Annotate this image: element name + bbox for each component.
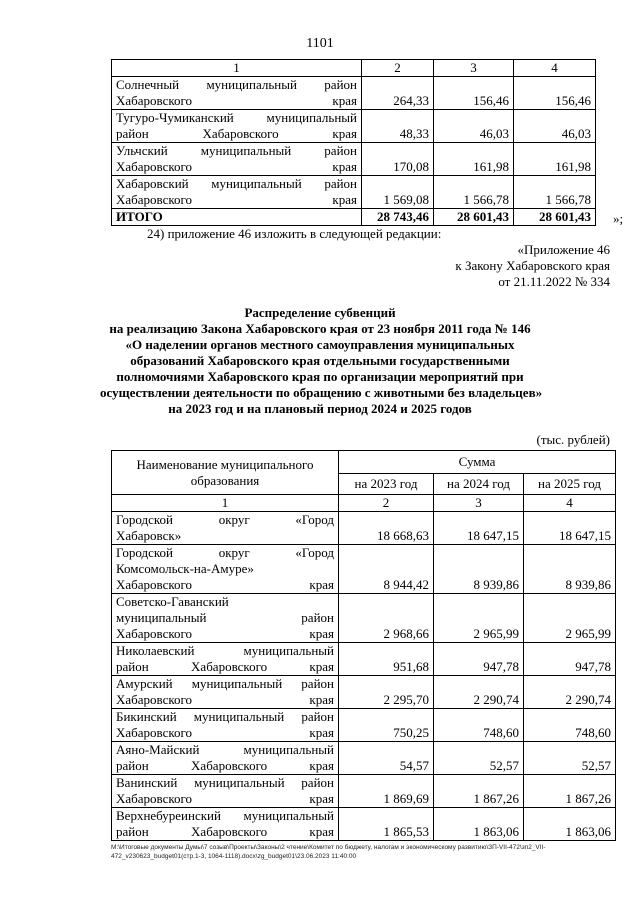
- amount-cell: 161,98: [434, 143, 514, 176]
- table-row: [112, 594, 616, 643]
- title-line: Распределение субвенций: [244, 305, 396, 320]
- municipality-name: [112, 512, 339, 545]
- name-line: район Хабаровского края: [116, 824, 334, 839]
- amount-cell: 1 863,06: [434, 808, 524, 841]
- amount-cell: 170,08: [362, 143, 434, 176]
- name-line: Хабаровского края: [116, 192, 357, 207]
- amount-cell: 46,03: [514, 110, 596, 143]
- amount-cell: 1 569,08: [362, 176, 434, 209]
- municipality-name: [112, 594, 339, 643]
- name-line: Бикинский муниципальный район: [116, 709, 334, 724]
- title-line: образований Хабаровского края отдельными государственными: [130, 353, 510, 368]
- name-line: Солнечный муниципальный район: [116, 77, 357, 92]
- table-row: [112, 110, 596, 143]
- municipality-name: [112, 545, 339, 594]
- amount-cell: 52,57: [524, 742, 616, 775]
- amount-cell: 1 566,78: [434, 176, 514, 209]
- municipality-name: [112, 676, 339, 709]
- name-line: Ванинский муниципальный район: [116, 775, 334, 790]
- municipality-name: [112, 143, 362, 176]
- amount-cell: 1 869,69: [339, 775, 434, 808]
- name-line: Хабаровск»: [116, 528, 182, 543]
- municipality-name: [112, 176, 362, 209]
- municipality-name: [112, 643, 339, 676]
- municipality-name: [112, 110, 362, 143]
- annex-line: к Закону Хабаровского края: [455, 258, 610, 273]
- table-row: [112, 676, 616, 709]
- amount-cell: 2 965,99: [524, 594, 616, 643]
- amount-cell: 750,25: [339, 709, 434, 742]
- annex-line: «Приложение 46: [517, 242, 610, 257]
- name-line: район Хабаровского края: [116, 126, 357, 141]
- amount-cell: 18 647,15: [524, 512, 616, 545]
- name-line: район Хабаровского края: [116, 659, 334, 674]
- amount-cell: 748,60: [434, 709, 524, 742]
- table-row: [112, 77, 596, 110]
- table-row: [112, 775, 616, 808]
- column-index: 3: [434, 495, 524, 512]
- amount-cell: 8 944,42: [339, 545, 434, 594]
- title-line: «О наделении органов местного самоуправления муниципальных: [125, 337, 515, 352]
- amount-cell: 28 601,43: [514, 209, 596, 226]
- name-line: район Хабаровского края: [116, 758, 334, 773]
- amount-cell: 1 867,26: [524, 775, 616, 808]
- amount-cell: 8 939,86: [524, 545, 616, 594]
- name-line: Хабаровского края: [116, 93, 357, 108]
- total-label: ИТОГО: [112, 209, 362, 226]
- table-row: [112, 545, 616, 594]
- name-line: Аяно-Майский муниципальный: [116, 742, 334, 757]
- name-line: муниципальный район: [116, 610, 334, 625]
- annex-line: от 21.11.2022 № 334: [498, 274, 610, 289]
- amount-cell: 161,98: [514, 143, 596, 176]
- title-line: на 2023 год и на плановый период 2024 и 2025 годов: [168, 401, 472, 416]
- amount-cell: 18 668,63: [339, 512, 434, 545]
- file-path-footer: M:\Итоговые документы Думы\7 созыв\Проекты\Законы\2 чтение\Комитет по бюджету, налогам и экономическому развитию\ЗП-VII-472\зп2_VII-472_v230623_budget01(стр.1-3, 1064-1118).docx\zg_budget01\23.06.2023 11:40:00: [111, 844, 546, 860]
- amount-cell: 951,68: [339, 643, 434, 676]
- amount-cell: 156,46: [514, 77, 596, 110]
- table-row: [112, 143, 596, 176]
- amount-cell: 1 566,78: [514, 176, 596, 209]
- amount-cell: 2 965,99: [434, 594, 524, 643]
- table-row: [112, 176, 596, 209]
- amount-cell: 2 295,70: [339, 676, 434, 709]
- year-header-2023: на 2023 год: [339, 474, 434, 495]
- name-column-header: Наименование муниципального образования: [112, 451, 339, 495]
- total-row: [112, 209, 596, 226]
- name-line: Хабаровского края: [116, 725, 334, 740]
- subsidy-table: [111, 450, 616, 841]
- year-header-2025: на 2025 год: [524, 474, 616, 495]
- name-line: Городской округ «Город: [116, 512, 334, 527]
- name-line: Хабаровского края: [116, 791, 334, 806]
- unit-label: (тыс. рублей): [536, 432, 610, 447]
- column-index: 4: [514, 60, 596, 77]
- amount-cell: 947,78: [524, 643, 616, 676]
- table-row: [112, 808, 616, 841]
- name-line: Комсомольск-на-Амуре»: [116, 561, 254, 576]
- name-line: Хабаровского края: [116, 159, 357, 174]
- title-line: полномочиями Хабаровского края по организации мероприятий при: [116, 369, 524, 384]
- closing-quote: »;: [613, 211, 624, 226]
- table-row: [112, 512, 616, 545]
- amount-cell: 1 867,26: [434, 775, 524, 808]
- municipality-name: [112, 742, 339, 775]
- amendment-paragraph: 24) приложение 46 изложить в следующей редакции:: [147, 226, 442, 241]
- sum-header: Сумма: [339, 451, 616, 474]
- amount-cell: 2 968,66: [339, 594, 434, 643]
- page-number: 1101: [306, 36, 334, 51]
- municipality-name: [112, 775, 339, 808]
- municipality-name: [112, 808, 339, 841]
- column-index: 1: [112, 60, 362, 77]
- column-index: 4: [524, 495, 616, 512]
- table-row: [112, 643, 616, 676]
- title-line: осуществлении деятельности по обращению с животными без владельцев»: [100, 385, 543, 400]
- title-line: на реализацию Закона Хабаровского края от 23 ноября 2011 года № 146: [109, 321, 531, 336]
- name-line: Хабаровский муниципальный район: [116, 176, 357, 191]
- amount-cell: 1 865,53: [339, 808, 434, 841]
- name-line: Городской округ «Город: [116, 545, 334, 560]
- amount-cell: 28 601,43: [434, 209, 514, 226]
- amount-cell: 264,33: [362, 77, 434, 110]
- amount-cell: 2 290,74: [524, 676, 616, 709]
- name-line: Верхнебуреинский муниципальный: [116, 808, 334, 823]
- amount-cell: 18 647,15: [434, 512, 524, 545]
- document-title: [100, 305, 543, 417]
- year-header-2024: на 2024 год: [434, 474, 524, 495]
- amount-cell: 947,78: [434, 643, 524, 676]
- name-line: Тугуро-Чумиканский муниципальный: [116, 110, 357, 125]
- table-row: [112, 742, 616, 775]
- name-line: Хабаровского края: [116, 577, 334, 592]
- municipality-name: [112, 709, 339, 742]
- municipality-name: [112, 77, 362, 110]
- name-line: Николаевский муниципальный: [116, 643, 334, 658]
- name-line: Хабаровского края: [116, 626, 334, 641]
- column-index: 1: [112, 495, 339, 512]
- amount-cell: 156,46: [434, 77, 514, 110]
- table-continuation: [111, 59, 596, 226]
- name-line: Амурский муниципальный район: [116, 676, 334, 691]
- amount-cell: 48,33: [362, 110, 434, 143]
- column-index: 2: [339, 495, 434, 512]
- index-row: [112, 60, 596, 77]
- annex-reference: [420, 242, 610, 290]
- amount-cell: 46,03: [434, 110, 514, 143]
- table-row: [112, 709, 616, 742]
- name-line: Хабаровского края: [116, 692, 334, 707]
- amount-cell: 1 863,06: [524, 808, 616, 841]
- column-index: 2: [362, 60, 434, 77]
- name-line: Ульчский муниципальный район: [116, 143, 357, 158]
- column-index: 3: [434, 60, 514, 77]
- amount-cell: 2 290,74: [434, 676, 524, 709]
- name-line: Советско-Гаванский: [116, 594, 229, 609]
- amount-cell: 52,57: [434, 742, 524, 775]
- amount-cell: 8 939,86: [434, 545, 524, 594]
- amount-cell: 54,57: [339, 742, 434, 775]
- amount-cell: 28 743,46: [362, 209, 434, 226]
- amount-cell: 748,60: [524, 709, 616, 742]
